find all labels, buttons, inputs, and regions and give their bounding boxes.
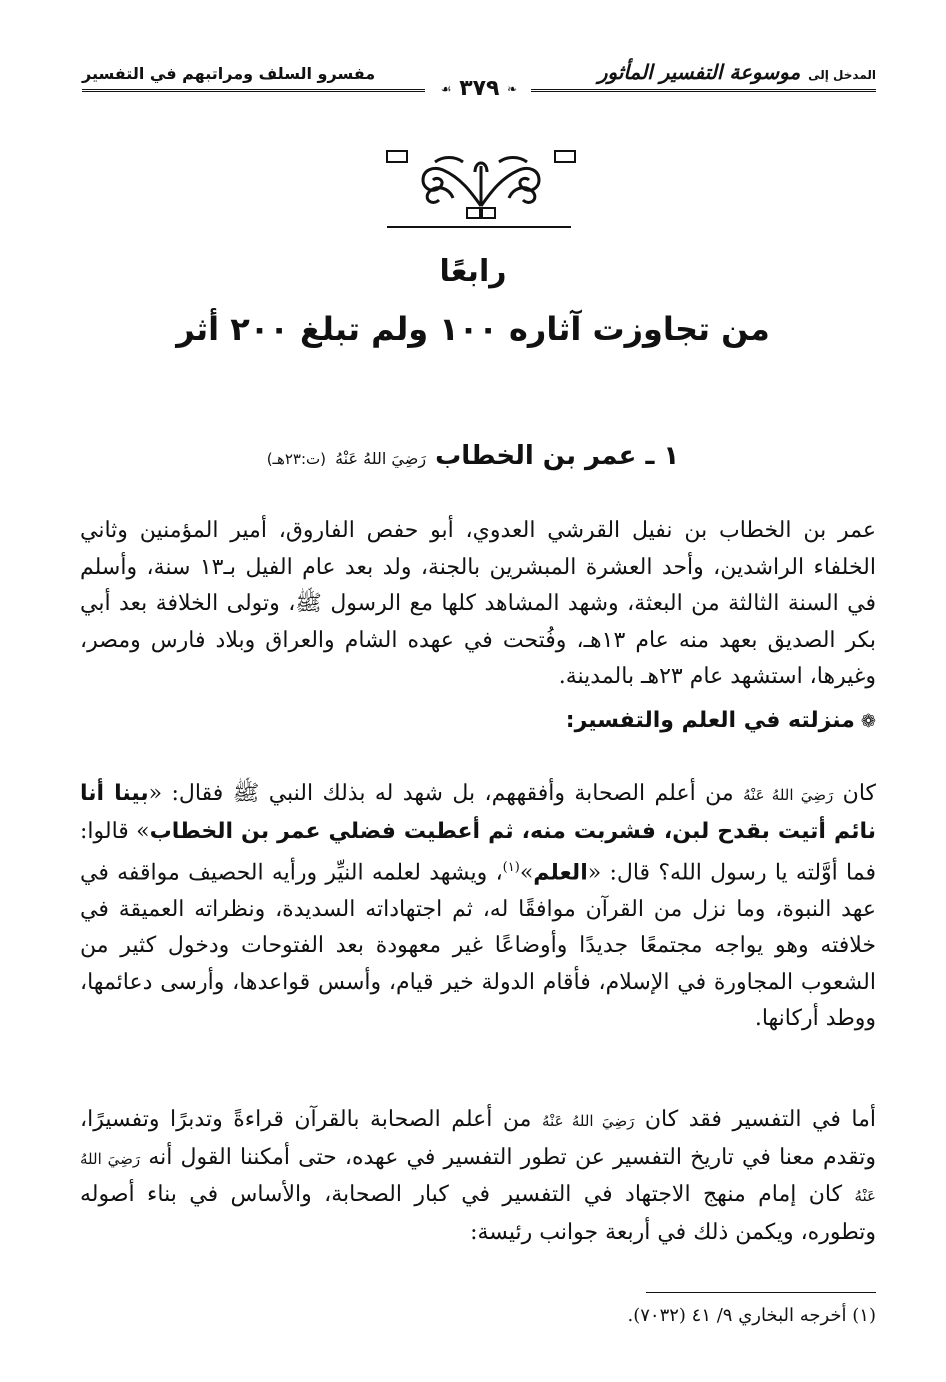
footnote-ref[interactable]: (١) bbox=[502, 860, 520, 875]
page-number-ornament-icon: ☙ bbox=[440, 82, 452, 96]
flower-bullet-icon: ❁ bbox=[860, 711, 876, 732]
honorific: رَضِيَ اللهُ عَنْهُ bbox=[743, 786, 834, 804]
running-header bbox=[82, 58, 876, 118]
honorific: رَضِيَ اللهُ عَنْهُ bbox=[542, 1112, 635, 1130]
text-run: كان إمام منهج الاجتهاد في التفسير في كبار الصحابة، والأساس في بناء أصوله وتطوره، ويكمن ذلك في أربعة جوانب رئيسة: bbox=[80, 1182, 876, 1245]
text-run: ، ويشهد لعلمه النيِّر ورأيه الحصيف مواقفه في عهد النبوة، وما نزل من القرآن موافقًا له، ثم اجتهاداته السديدة، ونظراته العميقة في خلافته وهو يواجه مجتمعًا جديدًا وأوضاعًا غير معهودة بعد الفتوحات ودخول كثير من الشعوب المجاورة في الإسلام، فأقام الدولة خير قيام، وأسس قواعدها، وأرسى دعائمها، ووطد أركانها. bbox=[80, 860, 876, 1032]
page-number-text: ٣٧٩ bbox=[459, 76, 500, 101]
subheading-text: منزلته في العلم والتفسير: bbox=[565, 708, 855, 733]
book-title-text: موسوعة التفسير المأثور bbox=[597, 60, 801, 84]
page-number bbox=[425, 74, 533, 104]
section-number: رابعًا bbox=[439, 254, 507, 289]
biography-paragraph: عمر بن الخطاب بن نفيل القرشي العدوي، أبو حفص الفاروق، أمير المؤمنين وثاني الخلفاء الراشدين، وأحد العشرة المبشرين بالجنة، ولد بعد عام الفيل بـ١٣ سنة، وأسلم في السنة الثالثة من البعثة، وشهد المشاهد كلها مع الرسول ﷺ، وتولى الخلافة بعد أبي بكر الصديق بعهد منه عام ١٣هـ، وفُتحت في عهده الشام والعراق وبلاد فارس ومصر، وغيرها، استشهد عام ٢٣هـ بالمدينة. bbox=[80, 518, 876, 689]
subheading bbox=[70, 703, 876, 740]
honorific: رَضِيَ اللهُ عَنْهُ bbox=[80, 1149, 876, 1205]
honorific: رَضِيَ اللهُ عَنْهُ bbox=[335, 449, 427, 468]
entry-heading bbox=[0, 436, 946, 479]
section-title: من تجاوزت آثاره ١٠٠ ولم تبلغ ٢٠٠ أثر bbox=[176, 310, 770, 348]
header-rule-right bbox=[531, 89, 876, 92]
footnote-rule bbox=[646, 1292, 876, 1293]
knowledge-paragraph bbox=[80, 776, 876, 1038]
page-number-ornament-icon: ❧ bbox=[507, 82, 518, 96]
tafsir-paragraph bbox=[80, 1102, 876, 1251]
hadith-quote: بينا أنا نائم أتيت بقدح لبن، فشربت منه، ثم أعطيت فضلي عمر بن الخطاب bbox=[80, 781, 876, 844]
header-rule-left bbox=[82, 89, 425, 92]
text-run: من أعلم الصحابة وأفقههم، بل شهد له بذلك النبي ﷺ فقال: « bbox=[148, 781, 744, 806]
entry-name: عمر بن الخطاب bbox=[435, 441, 637, 471]
entry-dates: (ت:٢٣هـ) bbox=[266, 450, 327, 468]
text-run: » قالوا: فما أوَّلته يا رسول الله؟ قال: « bbox=[80, 818, 876, 886]
floral-ornament-icon bbox=[383, 148, 579, 222]
text-run: أما في التفسير فقد كان bbox=[634, 1107, 876, 1132]
text-run: كان bbox=[833, 781, 876, 806]
book-series-label: المدخل إلى bbox=[808, 68, 876, 82]
book-title bbox=[598, 60, 876, 84]
text-run: » bbox=[519, 860, 534, 886]
hadith-answer: العلم bbox=[533, 860, 588, 886]
chapter-title: مفسرو السلف ومراتبهم في التفسير bbox=[82, 64, 376, 83]
entry-index: ١ ـ bbox=[645, 441, 680, 471]
ornament-rule bbox=[387, 226, 571, 228]
text-run: من أعلم الصحابة بالقرآن قراءةً وتدبرًا وتفسيرًا، وتقدم معنا في تاريخ التفسير عن تطور التفسير في عهده، حتى أمكننا القول أنه bbox=[80, 1107, 877, 1170]
footnote: (١) أخرجه البخاري ٩/ ٤١ (٧٠٣٢). bbox=[627, 1305, 876, 1326]
